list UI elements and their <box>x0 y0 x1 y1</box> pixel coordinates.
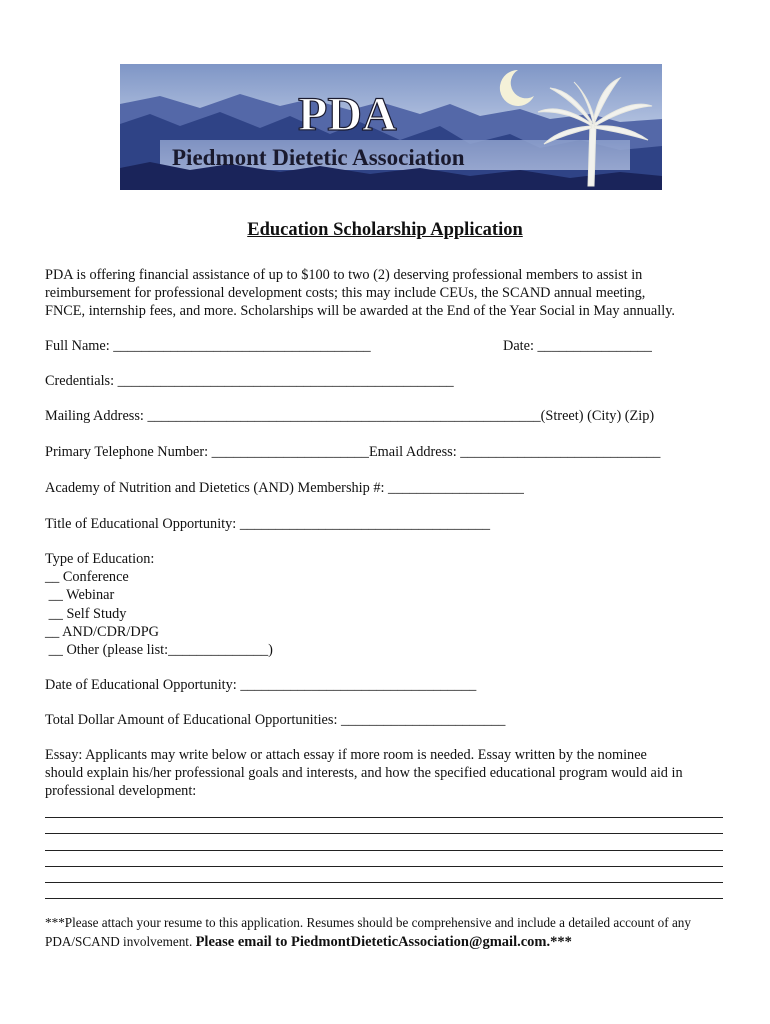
and-membership-field[interactable]: Academy of Nutrition and Dietetics (AND) Membership #: ___________________ <box>45 480 524 496</box>
education-option-self-study[interactable]: __ Self Study <box>45 605 127 622</box>
logo-name: Piedmont Dietetic Association <box>172 145 465 170</box>
essay-write-line[interactable] <box>45 818 723 834</box>
essay-line: should explain his/her professional goals and interests, and how the specified educational program would aid in <box>45 765 683 782</box>
title-opportunity-field[interactable]: Title of Educational Opportunity: ___________________________________ <box>45 516 491 532</box>
pda-logo <box>120 64 662 190</box>
education-option-other[interactable]: __ Other (please list:______________) <box>45 642 273 659</box>
essay-write-line[interactable] <box>45 867 723 883</box>
credentials-field[interactable]: Credentials: _______________________________________________ <box>45 373 454 389</box>
total-dollar-field[interactable]: Total Dollar Amount of Educational Opportunities: _______________________ <box>45 712 506 728</box>
logo-graphic <box>120 64 662 190</box>
essay-write-line[interactable] <box>45 883 723 899</box>
education-option-and-cdr-dpg[interactable]: __ AND/CDR/DPG <box>45 623 159 640</box>
education-option-webinar[interactable]: __ Webinar <box>45 587 115 604</box>
intro-paragraph <box>45 266 675 321</box>
date-field[interactable]: Date: ________________ <box>503 338 652 354</box>
essay-answer-area[interactable] <box>45 802 723 899</box>
footer-line-1: ***Please attach your resume to this application. Resumes should be comprehensive and include a detailed account of any <box>45 915 691 930</box>
date-opportunity-field[interactable]: Date of Educational Opportunity: _________________________________ <box>45 677 477 693</box>
intro-line: FNCE, internship fees, and more. Scholarships will be awarded at the End of the Year Social in May annually. <box>45 303 675 320</box>
education-type-section <box>45 550 273 659</box>
essay-write-line[interactable] <box>45 802 723 818</box>
mailing-address-field[interactable]: Mailing Address: _______________________________________________________(Street) (City) (Zip) <box>45 408 655 424</box>
footer-line-2 <box>45 932 691 952</box>
intro-line: PDA is offering financial assistance of up to $100 to two (2) deserving professional members to assist in <box>45 267 643 283</box>
essay-instructions <box>45 746 683 801</box>
intro-line: reimbursement for professional development costs; this may include CEUs, the SCAND annual meeting, <box>45 285 646 302</box>
footer-line-2-prefix: PDA/SCAND involvement. <box>45 934 196 949</box>
education-option-conference[interactable]: __ Conference <box>45 569 129 586</box>
logo-abbr: PDA <box>298 88 397 141</box>
education-type-heading: Type of Education: <box>45 551 155 567</box>
full-name-field[interactable]: Full Name: ____________________________________ <box>45 338 371 354</box>
footer-email-instruction: Please email to PiedmontDieteticAssociation@gmail.com.*** <box>195 934 572 950</box>
essay-line: professional development: <box>45 783 197 800</box>
phone-email-field[interactable]: Primary Telephone Number: ______________________Email Address: ____________________________ <box>45 444 661 460</box>
footer-note <box>45 913 691 952</box>
essay-write-line[interactable] <box>45 851 723 867</box>
essay-line: Essay: Applicants may write below or attach essay if more room is needed. Essay written by the nominee <box>45 747 647 763</box>
essay-write-line[interactable] <box>45 834 723 850</box>
page-title: Education Scholarship Application <box>247 220 523 240</box>
